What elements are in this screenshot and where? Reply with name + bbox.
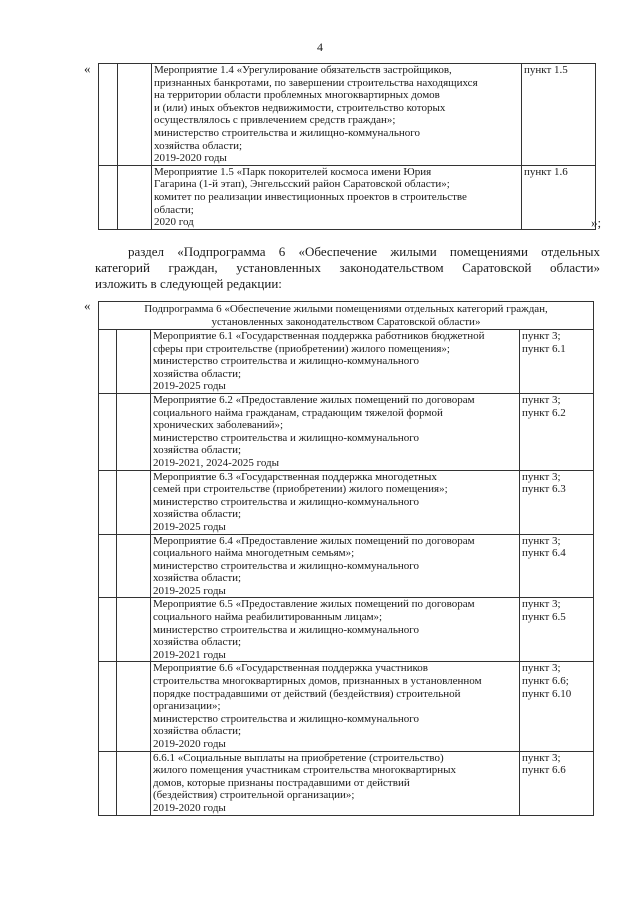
empty-cell-1 (99, 165, 118, 229)
subprogram-header-line-1: Подпрограмма 6 «Обеспечение жилыми помещениями отдельных категорий граждан, (144, 303, 548, 315)
reference-item: пункт 6.6 (522, 764, 566, 777)
reference-cell (520, 470, 594, 534)
reference-item: пункт 3; (522, 662, 561, 675)
measure-text-line: хозяйства области; (153, 725, 242, 738)
measure-row (99, 470, 594, 534)
open-quote-2: « (84, 298, 91, 313)
measure-text-line: хозяйства области; (153, 367, 242, 380)
reference-item: пункт 3; (522, 393, 561, 406)
subprogram-header-row (99, 302, 594, 330)
reference-cell (520, 534, 594, 598)
measure-text-cell (151, 598, 520, 662)
measure-text-line: Мероприятие 1.4 «Урегулирование обязательств застройщиков, (154, 64, 452, 76)
empty-cell-1 (99, 534, 117, 598)
measure-text-line: Мероприятие 6.2 «Предоставление жилых помещений по договорам (153, 393, 475, 406)
measure-text-cell (151, 751, 520, 815)
empty-cell-2 (117, 662, 151, 751)
measure-text-line: и (или) иных объектов недвижимости, строительство которых (154, 101, 446, 114)
measure-text-line: хронических заболеваний»; (153, 419, 284, 432)
measure-text-line: признанных банкротами, по завершении строительства находящихся (154, 76, 478, 89)
reference-cell (520, 393, 594, 470)
empty-cell-2 (117, 534, 151, 598)
reference-item: пункт 3; (522, 751, 561, 764)
reference-item: пункт 6.3 (522, 483, 566, 496)
reference-cell (520, 330, 594, 394)
empty-cell-1 (99, 751, 117, 815)
measure-text-cell (151, 393, 520, 470)
measure-text-line: 2019-2020 годы (154, 152, 227, 165)
measure-text-line: хозяйства области; (153, 444, 242, 457)
measure-text-cell (152, 64, 522, 166)
measure-row (99, 662, 594, 751)
reference-item: пункт 6.5 (522, 611, 566, 624)
measures-table-1 (98, 63, 596, 230)
empty-cell-1 (99, 330, 117, 394)
measure-text-line: хозяйства области; (154, 139, 243, 152)
amendment-line-3: изложить в следующей редакции: (95, 276, 282, 291)
measure-row (99, 751, 594, 815)
amendment-line-2: категорий граждан, установленных законодательством Саратовской области» (95, 260, 600, 275)
measure-text-line: семей при строительстве (приобретении) жилого помещения»; (153, 483, 448, 496)
measure-row (99, 534, 594, 598)
measure-text-line: министерство строительства и жилищно-коммунального (153, 495, 420, 508)
measure-text-line: Мероприятие 6.3 «Государственная поддержка многодетных (153, 470, 437, 483)
subprogram-header-line-2: установленных законодательством Саратовской области» (211, 316, 481, 328)
measure-text-line: социального найма гражданам, страдающим тяжелой формой (153, 406, 443, 419)
measure-text-line: жилого помещения участникам строительства многоквартирных (153, 764, 457, 777)
reference-cell (520, 662, 594, 751)
empty-cell-2 (118, 165, 152, 229)
reference-cell (520, 598, 594, 662)
reference-item: пункт 1.6 (524, 165, 568, 178)
measure-text-line: министерство строительства и жилищно-коммунального (153, 431, 420, 444)
close-quote: »; (591, 215, 602, 230)
measure-text-cell (151, 330, 520, 394)
measure-text-line: осуществлялось с привлечением средств граждан»; (154, 114, 396, 127)
measure-text-line: на территории области проблемных многоквартирных домов (154, 89, 440, 102)
measure-text-line: области; (154, 203, 194, 216)
measure-text-line: министерство строительства и жилищно-коммунального (153, 623, 420, 636)
measure-row (99, 330, 594, 394)
empty-cell-1 (99, 64, 118, 166)
reference-item: пункт 6.2 (522, 406, 566, 419)
measure-text-line: Мероприятие 6.4 «Предоставление жилых помещений по договорам (153, 534, 475, 547)
measure-text-line: Гагарина (1-й этап), Энгельсский район Саратовской области»; (154, 178, 450, 191)
reference-cell (522, 64, 596, 166)
subprogram-6-table (98, 301, 594, 816)
empty-cell-2 (118, 64, 152, 166)
measure-text-line: (бездействия) строительной организации»; (153, 789, 355, 802)
page-number: 4 (317, 40, 323, 54)
empty-cell-2 (117, 393, 151, 470)
measure-text-line: 2019-2021 годы (153, 648, 226, 661)
measure-text-line: 2019-2025 годы (153, 380, 226, 393)
empty-cell-2 (117, 598, 151, 662)
empty-cell-1 (99, 470, 117, 534)
measure-text-line: 2019-2021, 2024-2025 годы (153, 456, 279, 469)
measure-text-line: социального найма многодетным семьям»; (153, 547, 355, 560)
measure-text-line: домов, которые признаны пострадавшими от действий (153, 776, 410, 789)
amendment-line-1: раздел «Подпрограмма 6 «Обеспечение жилыми помещениями отдельных (128, 244, 600, 259)
measure-text-line: министерство строительства и жилищно-коммунального (153, 559, 420, 572)
subprogram-header-cell (99, 302, 594, 330)
empty-cell-1 (99, 598, 117, 662)
empty-cell-2 (117, 751, 151, 815)
reference-item: пункт 6.6; (522, 675, 569, 688)
measure-text-line: Мероприятие 6.1 «Государственная поддержка работников бюджетной (153, 330, 485, 342)
measure-text-line: Мероприятие 1.5 «Парк покорителей космоса имени Юрия (154, 165, 432, 178)
measure-text-line: сферы при строительстве (приобретении) жилого помещения»; (153, 342, 450, 355)
measure-row (99, 64, 596, 166)
reference-cell (520, 751, 594, 815)
measure-text-line: 2019-2025 годы (153, 584, 226, 597)
measure-text-line: министерство строительства и жилищно-коммунального (153, 712, 420, 725)
measure-text-line: министерство строительства и жилищно-коммунального (153, 355, 420, 368)
measure-text-line: 2020 год (154, 216, 194, 229)
empty-cell-2 (117, 470, 151, 534)
measure-text-cell (152, 165, 522, 229)
measure-text-line: порядке пострадавшими от действий (бездействия) строительной (153, 687, 461, 700)
reference-item: пункт 6.4 (522, 547, 566, 560)
empty-cell-1 (99, 662, 117, 751)
reference-item: пункт 6.1 (522, 342, 566, 355)
amendment-paragraph (95, 244, 600, 292)
measure-text-line: 2019-2020 годы (153, 801, 226, 814)
measure-text-line: организации»; (153, 700, 221, 713)
measure-row (99, 165, 596, 229)
measure-text-line: хозяйства области; (153, 572, 242, 585)
measure-text-line: строительства многоквартирных домов, признанных в установленном (153, 675, 482, 688)
measure-text-cell (151, 534, 520, 598)
measure-text-line: 2019-2025 годы (153, 520, 226, 533)
open-quote-1: « (84, 61, 91, 76)
measure-text-cell (151, 470, 520, 534)
empty-cell-2 (117, 330, 151, 394)
measure-text-line: 2019-2020 годы (153, 738, 226, 750)
reference-item: пункт 3; (522, 330, 561, 342)
reference-cell (522, 165, 596, 229)
measure-text-line: Мероприятие 6.5 «Предоставление жилых помещений по договорам (153, 598, 475, 611)
reference-item: пункт 3; (522, 598, 561, 611)
measure-text-cell (151, 662, 520, 751)
empty-cell-1 (99, 393, 117, 470)
reference-item: пункт 1.5 (524, 64, 568, 76)
measure-text-line: министерство строительства и жилищно-коммунального (154, 126, 421, 139)
measure-row (99, 598, 594, 662)
measure-text-line: социального найма реабилитированным лицам»; (153, 611, 383, 624)
measure-text-line: 6.6.1 «Социальные выплаты на приобретение (строительство) (153, 751, 444, 764)
measure-text-line: Мероприятие 6.6 «Государственная поддержка участников (153, 662, 428, 675)
reference-item: пункт 3; (522, 470, 561, 483)
measure-text-line: комитет по реализации инвестиционных проектов в строительстве (154, 190, 467, 203)
measure-text-line: хозяйства области; (153, 636, 242, 649)
reference-item: пункт 3; (522, 534, 561, 547)
measure-row (99, 393, 594, 470)
reference-item: пункт 6.10 (522, 687, 572, 700)
measure-text-line: хозяйства области; (153, 508, 242, 521)
